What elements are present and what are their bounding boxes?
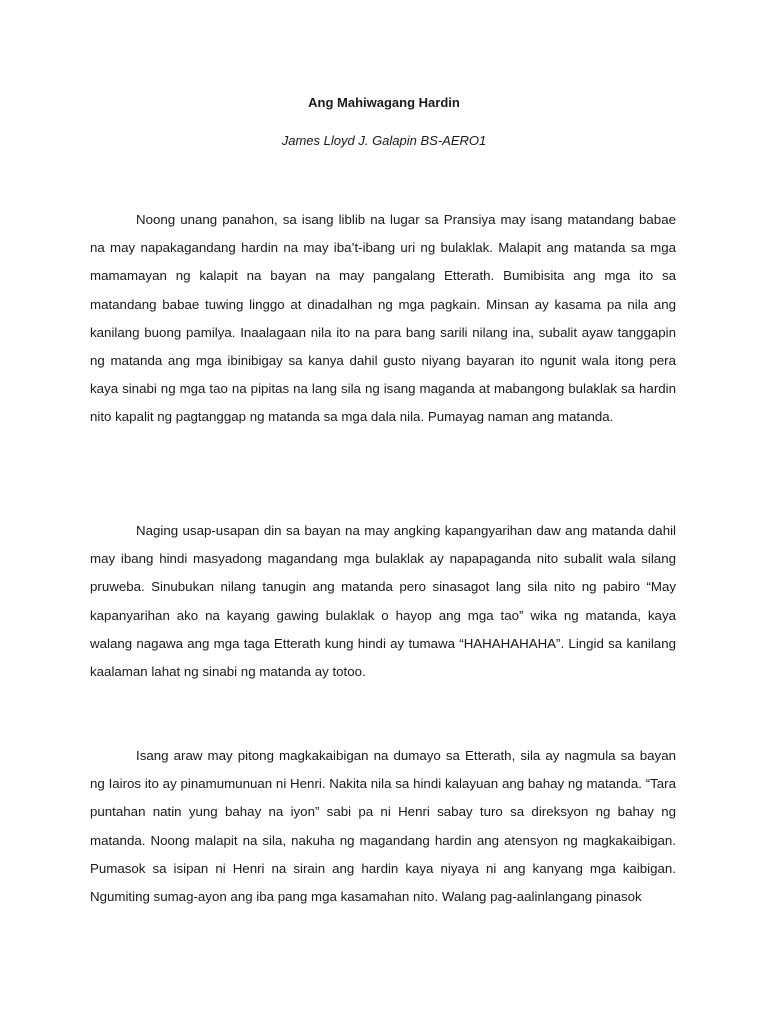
- paragraph-1: Noong unang panahon, sa isang liblib na lugar sa Pransiya may isang matandang babae na may napakagandang hardin na may iba’t-ibang uri ng bulaklak. Malapit ang matanda sa mga mamamayan ng kalapit na bayan na may pangalang Etterath. Bumibisita ang mga ito sa matandang babae tuwing linggo at dinadalhan ng mga pagkain. Minsan ay kasama pa nila ang kanilang buong pamilya. Inaalagaan nila ito na para bang sarili nilang ina, subalit ayaw tanggapin ng matanda ang mga ibinibigay sa kanya dahil gusto niyang bayaran ito ngunit wala itong pera kaya sinabi ng mga tao na pipitas na lang sila ng isang maganda at mabangong bulaklak sa hardin nito kapalit ng pagtanggap ng matanda sa mga dala nila. Pumayag naman ang matanda.: [90, 212, 676, 425]
- document-title: Ang Mahiwagang Hardin: [308, 95, 460, 110]
- document-author: James Lloyd J. Galapin BS-AERO1: [281, 133, 487, 148]
- paragraph-2: Naging usap-usapan din sa bayan na may angking kapangyarihan daw ang matanda dahil may ibang hindi masyadong magandang mga bulaklak ay napapaganda nito subalit wala silang pruweba. Sinubukan nilang tanugin ang matanda pero sinasagot lang sila nito ng pabiro “May kapanyarihan ako na kayang gawing bulaklak o hayop ang mga tao” wika ng matanda, kaya walang nagawa ang mga taga Etterath kung hindi ay tumawa “HAHAHAHAHA”. Lingid sa kanilang kaalaman lahat ng sinabi ng matanda ay totoo.: [90, 523, 676, 680]
- paragraph-3: Isang araw may pitong magkakaibigan na dumayo sa Etterath, sila ay nagmula sa bayan ng Iairos ito ay pinamumunuan ni Henri. Nakita nila sa hindi kalayuan ang bahay ng matanda. “Tara puntahan natin yung bahay na iyon” sabi pa ni Henri sabay turo sa direksyon ng bahay ng matanda. Noong malapit na sila, nakuha ng magandang hardin ang atensyon ng magkakaibigan. Pumasok sa isipan ni Henri na sirain ang hardin kaya niyaya ni ang kanyang mga kaibigan. Ngumiting sumag-ayon ang iba pang mga kasamahan nito. Walang pag-aalinlangang pinasok: [90, 748, 676, 905]
